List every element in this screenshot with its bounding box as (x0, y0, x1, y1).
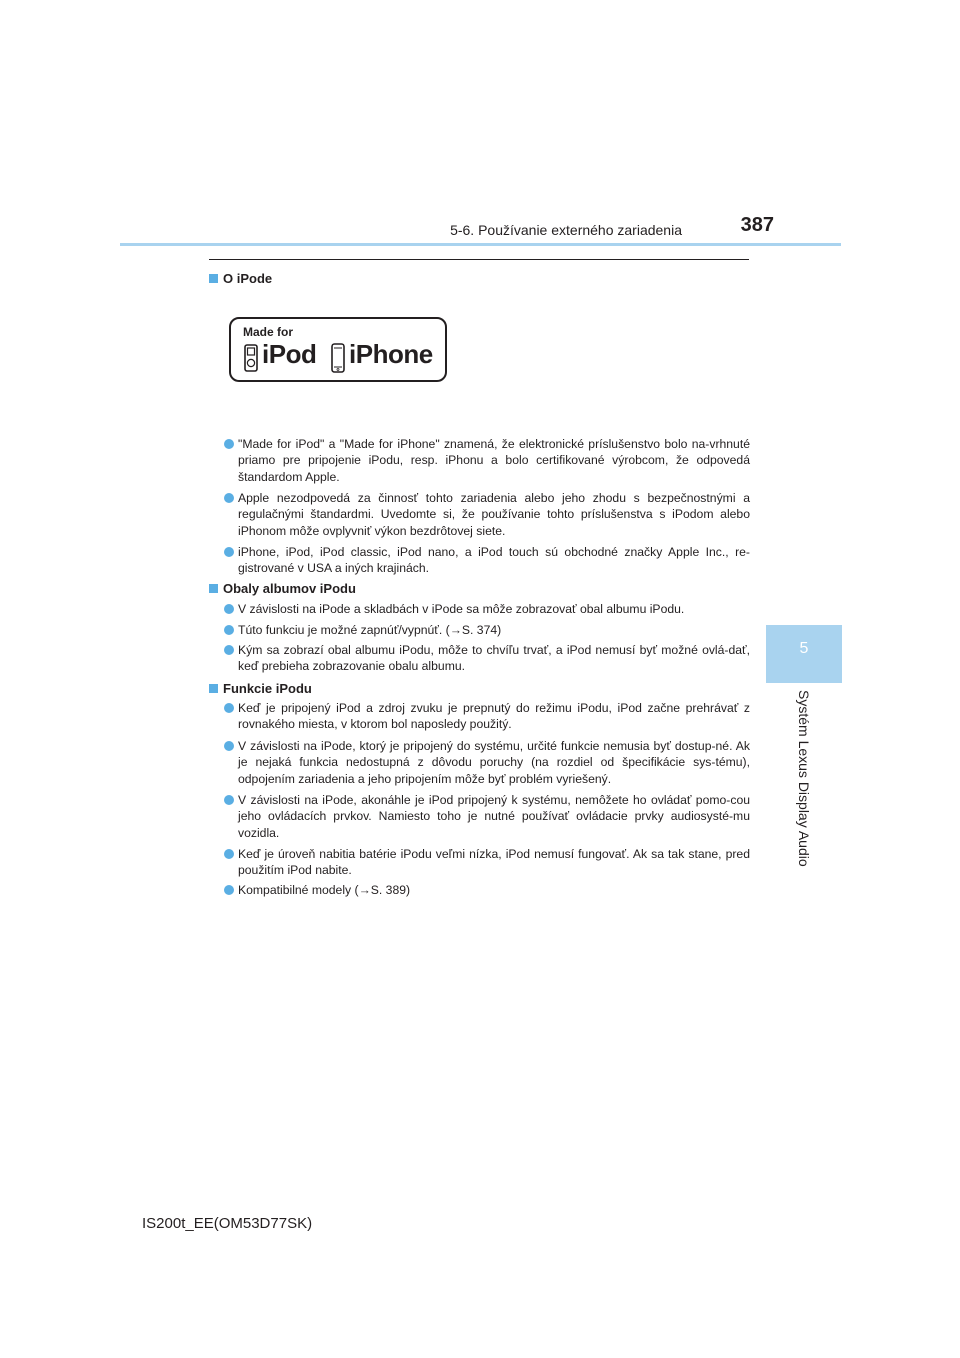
header-rule (120, 243, 841, 246)
list-item-text: Kompatibilné modely (→S. 389) (238, 883, 411, 897)
bullet-icon (224, 604, 234, 614)
bullet-icon (224, 849, 234, 859)
list-item (225, 642, 750, 675)
bullet-icon (224, 625, 234, 635)
list-item-text: V závislosti na iPode, akonáhle je iPod pripojený k systému, nemôžete ho ovládať pomo-cou jeho ovládacích prvkov. Namiesto toho je nutné používať ovládacie prvky audiosysté-mu vozidla. (238, 793, 750, 840)
bullet-icon (224, 645, 234, 655)
footer-model-code: IS200t_EE(OM53D77SK) (142, 1215, 313, 1232)
list-item-text: Apple nezodpovedá za činnosť tohto zariadenia alebo jeho zhodu s bezpečnostnými a regulačnými štandardmi. Uvedomte si, že používanie tohto príslušenstva s iPodom alebo iPhonom môže ovplyvniť výkon bezdrôtovej siete. (238, 491, 750, 538)
chapter-tab-number: 5 (799, 640, 809, 657)
chapter-tab-label: Systém Lexus Display Audio (796, 690, 812, 867)
bullet-icon (224, 439, 234, 449)
bullet-icon (224, 741, 234, 751)
logo-made-for-text: Made for (243, 325, 294, 339)
list-item (225, 846, 750, 879)
heading-text: Obaly albumov iPodu (223, 581, 356, 596)
list-item (225, 436, 750, 485)
list-item (225, 622, 750, 638)
ipod-device-icon (244, 344, 258, 372)
list-item-text: Keď je úroveň nabitia batérie iPodu veľmi nízka, iPod nemusí fungovať. Ak sa tak stane, pred použitím iPod nabite. (238, 847, 750, 878)
list-item-text: V závislosti na iPode a skladbách v iPode sa môže zobrazovať obal albumu iPodu. (238, 602, 685, 616)
section-heading-obaly-albumov (209, 580, 356, 598)
bullet-icon (224, 547, 234, 557)
list-item (225, 882, 750, 898)
list-item (225, 792, 750, 841)
section-divider (209, 259, 749, 260)
iphone-device-icon (331, 343, 345, 373)
logo-ipod-text: iPod (262, 339, 317, 369)
section-heading-funkcie-ipodu (209, 680, 312, 698)
header-section-title: 5-6. Používanie externého zariadenia (450, 222, 682, 238)
list-item (225, 490, 750, 539)
list-item (225, 700, 750, 733)
square-bullet-icon (209, 584, 218, 593)
list-item-text: V závislosti na iPode, ktorý je pripojený do systému, určité funkcie nemusia byť dostup-né. Ak je nejaká funkcia nedostupná z dôvodu poruchy (na rozdiel od špecifikácie sys-tému), odpojením zariadenia a jeho pripojením môže byť problém vyriešený. (238, 739, 750, 786)
list-item (225, 738, 750, 787)
list-item-text: Túto funkciu je možné zapnúť/vypnúť. (→S. 374) (238, 623, 502, 637)
list-item (225, 544, 750, 577)
square-bullet-icon (209, 274, 218, 283)
bullet-icon (224, 493, 234, 503)
page-number: 387 (740, 214, 774, 236)
bullet-icon (224, 703, 234, 713)
list-item-text: "Made for iPod" a "Made for iPhone" znamená, že elektronické príslušenstvo bolo na-vrhnuté priamo pre pripojenie iPodu, resp. iPhonu a bolo certifikované výrobcom, že odpovedá štandardom Apple. (238, 437, 750, 484)
heading-text: O iPode (223, 271, 273, 286)
section-heading-o-ipode (209, 270, 272, 288)
list-item-text: Keď je pripojený iPod a zdroj zvuku je prepnutý do režimu iPodu, iPod začne prehrávať z rovnakého miesta, v ktorom bol naposledy použitý. (238, 701, 750, 732)
heading-text: Funkcie iPodu (223, 681, 312, 696)
bullet-icon (224, 795, 234, 805)
made-for-ipod-iphone-logo (229, 317, 447, 382)
bullet-icon (224, 885, 234, 895)
square-bullet-icon (209, 684, 218, 693)
logo-iphone-text: iPhone (349, 339, 433, 369)
list-item-text: Kým sa zobrazí obal albumu iPodu, môže to chvíľu trvať, a iPod nemusí byť možné ovlá-dať, keď prebieha zobrazovanie obalu albumu. (238, 643, 750, 674)
list-item (225, 601, 750, 617)
list-item-text: iPhone, iPod, iPod classic, iPod nano, a iPod touch sú obchodné značky Apple Inc., re-gistrované v USA a iných krajinách. (238, 545, 750, 576)
